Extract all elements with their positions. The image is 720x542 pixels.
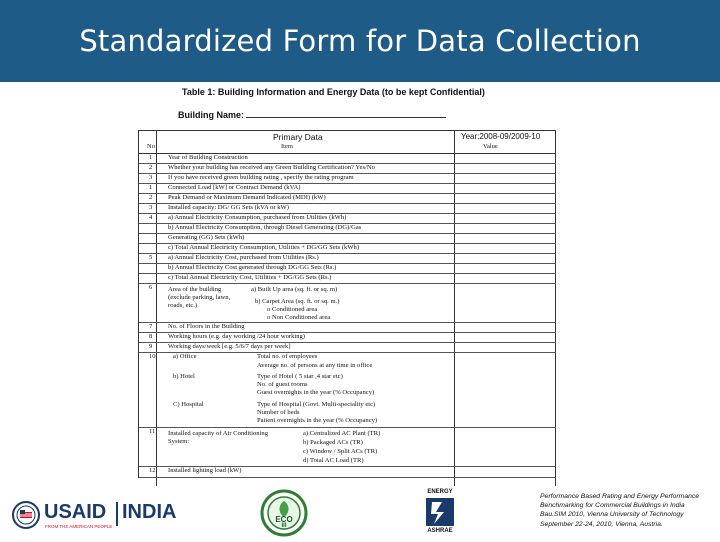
row-number: 12	[149, 467, 156, 474]
title-bar	[0, 0, 720, 82]
table-row-lighting	[139, 467, 556, 478]
usaid-tagline: FROM THE AMERICAN PEOPLE	[45, 524, 113, 529]
row-text: c) Total Annual Electricity Consumption, Utilities + DG/GG Sets (kWh)	[168, 244, 360, 251]
row-number: 10	[149, 353, 156, 360]
table-row	[139, 254, 556, 264]
table-row	[139, 323, 556, 333]
building-name-label: Building Name:	[178, 110, 245, 120]
non-conditioned-area: o Non Conditioned area	[267, 314, 331, 321]
ac-item: a) Centralized AC Plant (TR)	[303, 430, 381, 437]
row-text: Installed lighting load (kW)	[168, 467, 242, 474]
table-row	[139, 174, 556, 184]
row-text: Connected Load [kW] or Contract Demand (kVA)	[168, 184, 301, 191]
table-row	[139, 343, 556, 353]
row-text: Peak Demand or Maximum Demand Indicated (MDI) (kW)	[168, 194, 326, 201]
table-row	[139, 244, 556, 254]
table-row	[139, 164, 556, 174]
row-text: If you have received green building rating , specify the rating program	[168, 174, 354, 181]
row-number: 11	[149, 428, 156, 435]
conditioned-area: o Conditioned area	[267, 306, 318, 313]
usaid-text: USAID	[44, 501, 107, 523]
office-item: Average no. of persons at any time in office	[257, 362, 373, 369]
row-text: c) Total Annual Electricity Cost, Utilities + DG/GG Sets (Rs.)	[168, 274, 332, 281]
eco-sub-text: III	[281, 523, 287, 529]
primary-data-heading: Primary Data	[273, 132, 323, 142]
row-text: a) Annual Electricity Consumption, purchased from Utilities (kWh)	[168, 214, 347, 221]
row-text: Installed capacity: DG/ GG Sets (kVA or kW)	[168, 204, 289, 211]
row-number: 1	[149, 154, 153, 161]
hospital-label: C) Hospital	[173, 401, 204, 408]
table-row	[139, 274, 556, 284]
area-label-2: (exclude parking, lawn,	[168, 294, 231, 301]
built-up-area: a) Built Up area (sq. ft. or sq. m)	[251, 286, 338, 293]
table-row	[139, 264, 556, 274]
caption-line: September 22-24, 2010, Vienna, Austria.	[540, 520, 663, 528]
ashrae-emblem-icon	[426, 498, 454, 526]
table-row	[139, 184, 556, 194]
hospital-item: Number of beds	[257, 409, 300, 416]
india-text: INDIA	[122, 501, 177, 523]
row-text: Year of Building Construction	[168, 154, 248, 161]
office-label: a) Office	[173, 353, 197, 360]
row-text: b) Annual Electricity Cost generated through DG/GG Sets (Rs.)	[168, 264, 337, 271]
hotel-item: Type of Hotel ( 5 star ,4 star etc)	[257, 373, 343, 380]
col-value-heading: Value	[483, 143, 498, 150]
row-text: Working days/week [e.g. 5/6/7 days per week]	[168, 343, 291, 350]
row-number: 2	[149, 194, 153, 201]
hotel-item: No. of guest rooms	[257, 381, 308, 388]
year-heading: Year:2008-09/2009-10	[461, 132, 541, 141]
ashrae-bottom-text: ASHRAE	[427, 528, 453, 534]
ashrae-top-text: ENERGY	[427, 489, 453, 495]
row-text: Generating (GG) Sets (kWh)	[168, 234, 245, 241]
area-label: Area of the building	[168, 286, 222, 293]
row-number: 7	[149, 323, 153, 330]
row-text: Whether your building has received any Green Building Certification? Yes/No	[168, 164, 375, 171]
carpet-area: b) Carpet Area (sq. ft. or sq. m.)	[255, 298, 340, 305]
row-number: 9	[149, 343, 153, 350]
row-number: 1	[149, 184, 153, 191]
eco-iii-logo	[260, 489, 308, 537]
form-document	[138, 84, 565, 486]
hospital-item: Type of Hospital (Govt. Multi-speciality etc)	[257, 401, 376, 408]
table-title: Table 1: Building Information and Energy Data (to be kept Confidential)	[182, 87, 485, 97]
area-label-3: roads, etc.)	[168, 302, 198, 309]
table-row	[139, 224, 556, 234]
ac-item: d) Total AC Load (TR)	[303, 457, 364, 464]
row-text: Working hours (e.g. day working /24 hour working)	[168, 333, 306, 340]
data-table	[138, 130, 556, 478]
row-number: 3	[149, 174, 153, 181]
table-row	[139, 214, 556, 224]
caption-line: Performance Based Rating and Energy Performance	[540, 493, 700, 500]
table-rows-operation	[139, 323, 556, 353]
hotel-label: b) Hotel	[173, 373, 195, 380]
eco-emblem-icon	[260, 489, 308, 537]
hospital-item: Patient overnights in the year (% Occupancy)	[257, 417, 378, 424]
row-number: 8	[149, 333, 153, 340]
row-number: 2	[149, 164, 153, 171]
table-header	[139, 131, 556, 154]
table-rows-basic	[139, 154, 556, 284]
row-number: 3	[149, 204, 153, 211]
ac-label-2: System:	[168, 438, 190, 445]
table-row	[139, 154, 556, 164]
row-text: No. of Floors in the Building	[168, 323, 245, 330]
table-row	[139, 234, 556, 244]
row-number: 4	[149, 214, 153, 221]
row-text: b) Annual Electricity Consumption, through Diesel Generating (DG)/Gas	[168, 224, 362, 231]
ac-item: b) Packaged ACs (TR)	[303, 439, 363, 446]
hotel-item: Guest overnights in the year (% Occupancy)	[257, 389, 375, 396]
table-row-air-conditioning	[139, 428, 556, 467]
building-name-line	[246, 109, 446, 118]
table-row	[139, 194, 556, 204]
caption-line: Benchmarking for Commercial Buildings in India	[540, 502, 685, 510]
col-no-heading: No	[147, 143, 155, 150]
ac-label: Installed capacity of Air Conditioning	[168, 430, 268, 437]
table-row	[139, 333, 556, 343]
row-number: 5	[149, 254, 153, 261]
office-item: Total no. of employees	[257, 353, 318, 360]
ashrae-logo	[418, 489, 462, 537]
conference-caption	[540, 492, 718, 529]
table-row-area	[139, 284, 556, 323]
eco-text: ECO	[275, 515, 293, 524]
row-text: a) Annual Electricity Cost, purchased from Utilities (Rs.)	[168, 254, 319, 261]
logo-divider	[116, 502, 118, 526]
col-item-heading: Item	[281, 143, 293, 150]
caption-line: Bau.SIM 2010, Vienna University of Technology	[540, 511, 684, 519]
usaid-india-logo	[12, 499, 177, 533]
table-row	[139, 204, 556, 214]
ac-item: c) Window / Split ACs (TR)	[303, 448, 378, 455]
table-row-building-type	[139, 353, 556, 428]
building-name-field[interactable]	[178, 109, 446, 120]
row-number: 6	[149, 284, 153, 291]
slide-title: Standardized Form for Data Collection	[79, 24, 641, 58]
